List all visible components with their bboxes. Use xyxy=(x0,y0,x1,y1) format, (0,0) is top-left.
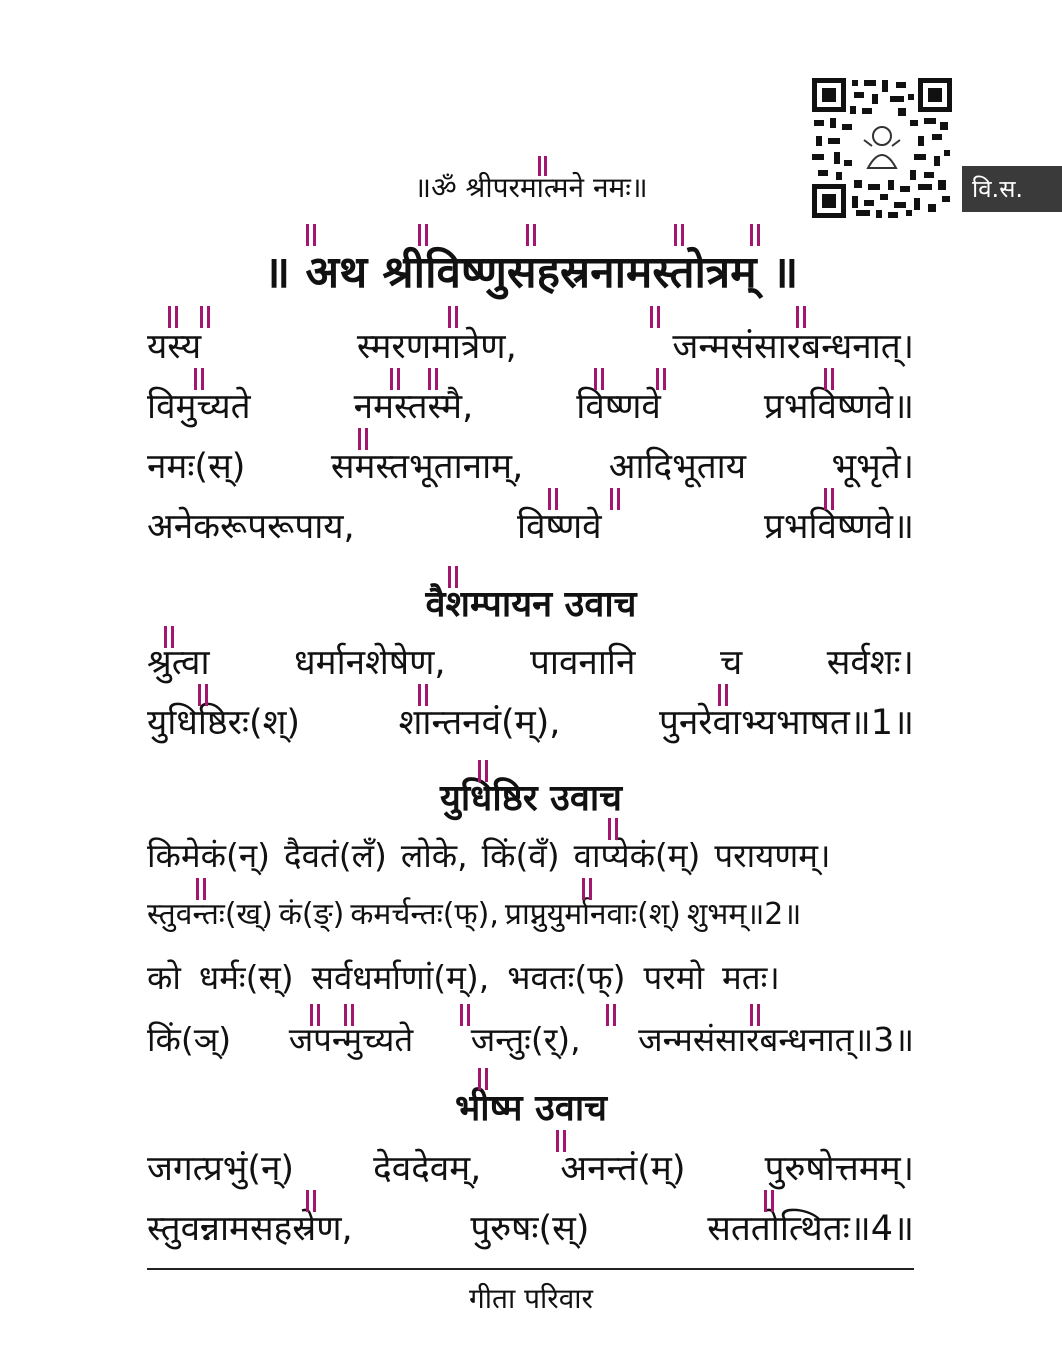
section-tab[interactable]: वि.स. xyxy=(962,166,1062,212)
verse-word: धर्मानशेषेण, xyxy=(294,643,446,683)
verse-word: भवतः(फ्) xyxy=(507,958,626,997)
verse-word: दैवतं(लँ) xyxy=(284,836,387,875)
verse-word: शान्तनवं(म्), xyxy=(398,703,561,743)
verse-line xyxy=(147,382,914,434)
verse-word: परायणम्। xyxy=(714,836,831,875)
verse-word: च xyxy=(719,643,743,683)
verse-word: परमो xyxy=(643,958,705,997)
verse-line xyxy=(147,442,914,494)
verse-word: सततोत्थितः॥4॥ xyxy=(707,1209,914,1249)
verse-word: देवदेवम्, xyxy=(373,1149,482,1189)
verse-word: धर्मः(स्) xyxy=(198,958,294,997)
verse-line xyxy=(147,1144,914,1196)
verse-word: विष्णवे xyxy=(517,507,602,547)
verse-line xyxy=(147,832,914,884)
verse-word: पुनरेवाभ्यभाषत॥1॥ xyxy=(658,703,914,743)
verse-line xyxy=(147,892,914,944)
verse-word: वाप्येकं(म्) xyxy=(573,836,701,875)
verse-word: शुभम्॥2॥ xyxy=(686,897,802,932)
verse-line xyxy=(147,954,914,1006)
verse-word: कं(ङ्) xyxy=(278,897,345,932)
verse-line xyxy=(147,698,914,750)
verse-word: समस्तभूतानाम्, xyxy=(330,447,524,487)
verse-line xyxy=(147,502,914,554)
verse-word: किं(वँ) xyxy=(481,836,560,875)
verse-word: अनन्तं(म्) xyxy=(560,1149,686,1189)
verse-word: अनेकरूपरूपाय, xyxy=(147,507,355,547)
invocation: ॥ॐ श्रीपरमात्मने नमः॥ xyxy=(414,171,648,204)
verse-word: लोके, xyxy=(400,836,468,875)
section-heading-yudhishthira: युधिष्ठिर उवाच xyxy=(439,778,623,819)
verse-word: यस्य xyxy=(147,327,202,367)
verse-word: जन्मसंसारबन्धनात्॥3॥ xyxy=(638,1020,914,1059)
verse-word: प्रभविष्णवे॥ xyxy=(763,387,914,427)
verse-word: प्राप्नुयुर्मानवाः(श्) xyxy=(504,897,681,932)
verse-word: मतः। xyxy=(722,958,780,997)
verse-word: विमुच्यते xyxy=(147,387,251,427)
footer-publisher: गीता परिवार xyxy=(468,1282,593,1315)
verse-word: नमः(स्) xyxy=(147,447,246,487)
verse-word: को xyxy=(147,958,181,997)
verse-line xyxy=(147,1016,914,1068)
verse-word: स्तुवन्नामसहस्रेण, xyxy=(147,1209,353,1249)
verse-word: युधिष्ठिरः(श्) xyxy=(147,703,301,743)
verse-word: किमेकं(न्) xyxy=(147,836,271,875)
verse-word: स्तुवन्तः(ख्) xyxy=(147,897,273,932)
verse-line xyxy=(147,1204,914,1256)
verse-word: जन्मसंसारबन्धनात्। xyxy=(672,327,914,367)
section-heading-vaishampayana: वैशम्पायन उवाच xyxy=(425,584,637,625)
verse-word: प्रभविष्णवे॥ xyxy=(763,507,914,547)
section-heading-bhishma: भीष्म उवाच xyxy=(455,1088,607,1129)
verse-line xyxy=(147,638,914,690)
verse-word: विष्णवे xyxy=(576,387,661,427)
verse-word: पुरुषः(स्) xyxy=(470,1209,590,1249)
verse-word: कमर्चन्तः(फ्), xyxy=(350,897,499,932)
verse-word: जगत्प्रभुं(न्) xyxy=(147,1149,295,1189)
verse-line xyxy=(147,322,914,374)
verse-word: सर्वशः। xyxy=(826,643,914,683)
verse-word: श्रुत्वा xyxy=(147,643,210,683)
verse-word: जपन्मुच्यते xyxy=(288,1020,414,1059)
verse-word: सर्वधर्माणां(म्), xyxy=(311,958,490,997)
verse-word: पावनानि xyxy=(530,643,636,683)
verse-word: नमस्तस्मै, xyxy=(353,387,474,427)
verse-word: किं(ञ्) xyxy=(147,1020,232,1059)
verse-word: आदिभूताय xyxy=(608,447,747,487)
verse-word: जन्तुः(र्), xyxy=(470,1020,581,1059)
verse-word: पुरुषोत्तमम्। xyxy=(764,1149,914,1189)
page-title: ॥ अथ श्रीविष्णुसहस्रनामस्तोत्रम् ॥ xyxy=(263,247,799,298)
verse-word: स्मरणमात्रेण, xyxy=(356,327,517,367)
footer-divider xyxy=(147,1268,914,1270)
verse-word: भूभृते। xyxy=(831,447,914,487)
